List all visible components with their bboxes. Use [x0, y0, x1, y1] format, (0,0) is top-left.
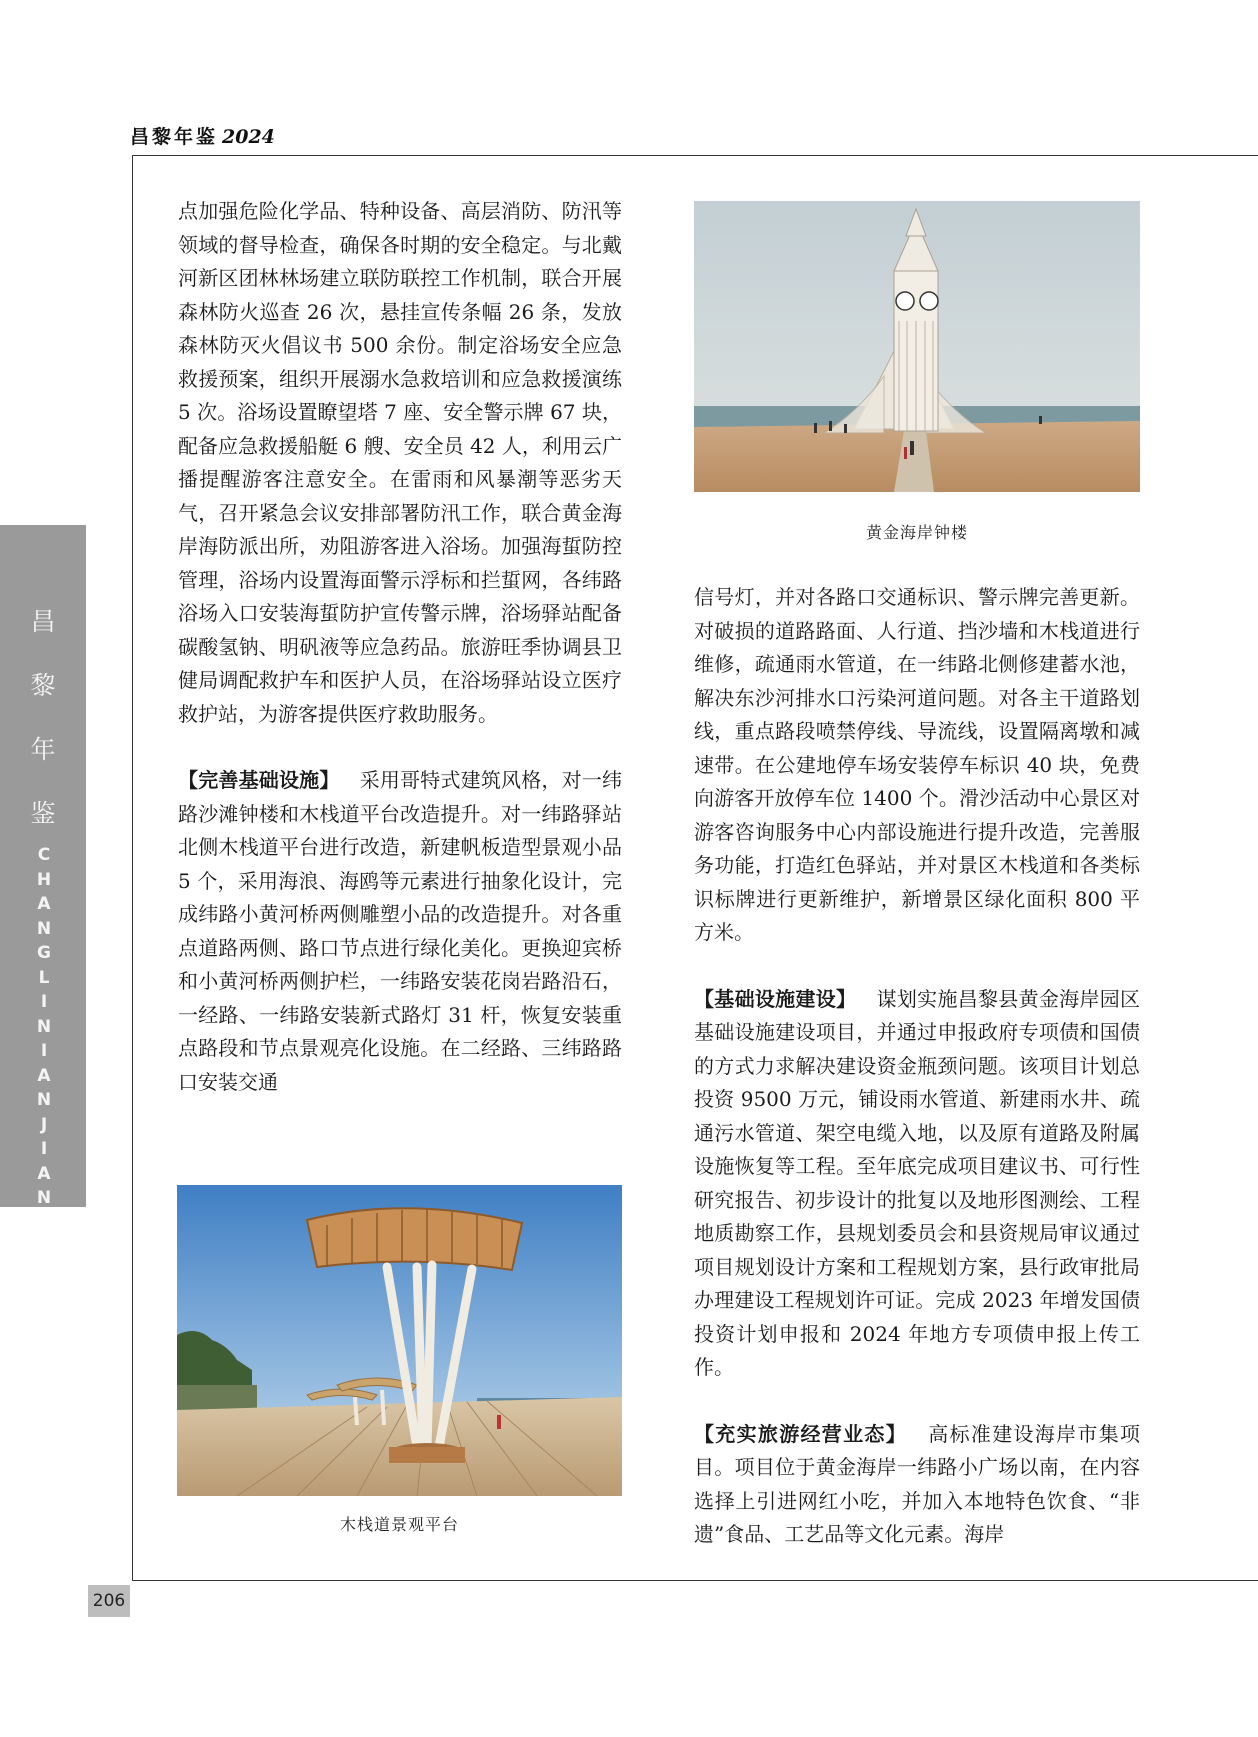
side-latin-letter: J	[40, 1114, 48, 1135]
section2-body: 谋划实施昌黎县黄金海岸园区基础设施建设项目，并通过申报政府专项债和国债的方式力求解决建设资金瓶颈问题。该项目计划总投资 9500 万元，铺设雨水管道、新建雨水井、疏通污水管道、架空电缆入地，以及原有道路及附属设施恢复等工程。至年底完成项目建议书、可行性研究报告、初步设计的批复以及地形图测绘、工程地质勘察工作，县规划委员会和县资规局审议通过项目规划设计方案和工程规划方案，县行政审批局办理建设工程规划许可证。完成 2023 年增发国债投资计划申报和 2024 年地方专项债申报上传工作。	[694, 986, 1141, 1379]
side-latin-letter: C	[37, 845, 51, 865]
section2-title: 【基础设施建设】	[694, 986, 857, 1011]
frame-left-rule	[132, 155, 133, 1580]
side-tab-latin	[34, 843, 54, 1211]
side-latin-letter: N	[36, 918, 52, 939]
frame-top-rule	[132, 155, 1258, 156]
paragraph-traffic: 信号灯，并对各路口交通标识、警示牌完善更新。对破损的道路路面、人行道、挡沙墙和木栈道进行维修，疏通雨水管道，在一纬路北侧修建蓄水池，解决东沙河排水口污染河道问题。对各主干道路划线，重点路段喷禁停线、导流线，设置隔离墩和减速带。在公建地停车场安装停车标识 40 块，免费向游客开放停车位 1400 个。滑沙活动中心景区对游客咨询服务中心内部设施进行提升改造，完善服务功能，打造红色驿站，并对景区木栈道和各类标识标牌进行更新维护，新增景区绿化面积 800 平方米。	[694, 585, 1140, 944]
clock-tower-photo	[694, 201, 1140, 492]
running-header	[130, 122, 275, 149]
side-char: 年	[30, 735, 56, 764]
side-latin-letter: N	[36, 1090, 52, 1110]
section-title: 【完善基础设施】	[178, 768, 340, 792]
side-latin-letter: I	[40, 1041, 48, 1061]
side-char: 黎	[30, 671, 56, 700]
side-char: 昌	[30, 607, 56, 636]
section3-body: 高标准建设海岸市集项目。项目位于黄金海岸一纬路小广场以南，在内容选择上引进网红小吃，并加入本地特色饮食、“非遗”食品、工艺品等文化元素。海岸	[694, 1421, 1140, 1546]
side-latin-letter: A	[37, 1163, 51, 1184]
left-column	[178, 195, 622, 1099]
side-tab-chinese	[0, 590, 86, 846]
boardwalk-photo-caption: 木栈道景观平台	[339, 1515, 459, 1534]
frame-bottom-rule	[132, 1580, 1258, 1581]
side-latin-letter: I	[40, 992, 48, 1012]
section3-title: 【充实旅游经营业态】	[694, 1421, 907, 1446]
header-year: 2024	[222, 126, 275, 148]
clock-tower-photo-caption: 黄金海岸钟楼	[865, 523, 968, 542]
side-latin-letter: G	[37, 943, 51, 963]
side-latin-letter: A	[37, 1065, 51, 1086]
paragraph-infrastructure	[178, 764, 622, 1099]
side-latin-letter: N	[36, 1188, 52, 1208]
page-number: 206	[88, 1585, 130, 1617]
side-latin-letter: H	[36, 869, 52, 890]
side-latin-letter: A	[37, 894, 51, 914]
paragraph-infrastructure-construction	[694, 983, 1140, 1385]
paragraph-safety: 点加强危险化学品、特种设备、高层消防、防汛等领域的督导检查，确保各时期的安全稳定。与北戴河新区团林林场建立联防联控工作机制，联合开展森林防火巡查 26 次，悬挂宣传条幅 26 条，发放森林防灭火倡议书 500 余份。制定浴场安全应急救援预案，组织开展溺水急救培训和应急救援演练 5 次。浴场设置瞭望塔 7 座、安全警示牌 67 块，配备应急救援船艇 6 艘、安全员 42 人，利用云广播提醒游客注意安全。在雷雨和风暴潮等恶劣天气，召开紧急会议安排部署防汛工作，联合黄金海岸海防派出所，劝阻游客进入浴场。加强海蜇防控管理，浴场内设置海面警示浮标和拦蜇网，各纬路浴场入口安装海蜇防护宣传警示牌，浴场驿站配备碳酸氢钠、明矾液等应急药品。旅游旺季协调县卫健局调配救护车和医护人员，在浴场驿站设立医疗救护站，为游客提供医疗救助服务。	[178, 199, 622, 726]
side-char: 鉴	[30, 799, 56, 828]
right-column	[694, 581, 1140, 1552]
paragraph-tourism-business	[694, 1418, 1140, 1552]
side-latin-letter: L	[38, 967, 50, 988]
header-title: 昌黎年鉴	[130, 126, 219, 148]
side-latin-letter: N	[36, 1016, 52, 1037]
section-body: 采用哥特式建筑风格，对一纬路沙滩钟楼和木栈道平台改造提升。对一纬路驿站北侧木栈道平台进行改造，新建帆板造型景观小品 5 个，采用海浪、海鸥等元素进行抽象化设计，完成纬路小黄河桥两侧雕塑小品的改造提升。对各重点道路两侧、路口节点进行绿化美化。更换迎宾桥和小黄河桥两侧护栏，一纬路安装花岗岩路沿石，一经路、一纬路安装新式路灯 31 杆，恢复安装重点路段和节点景观亮化设施。在二经路、三纬路路口安装交通	[178, 768, 623, 1094]
side-latin-letter: I	[40, 1139, 48, 1159]
boardwalk-platform-photo	[177, 1185, 622, 1496]
